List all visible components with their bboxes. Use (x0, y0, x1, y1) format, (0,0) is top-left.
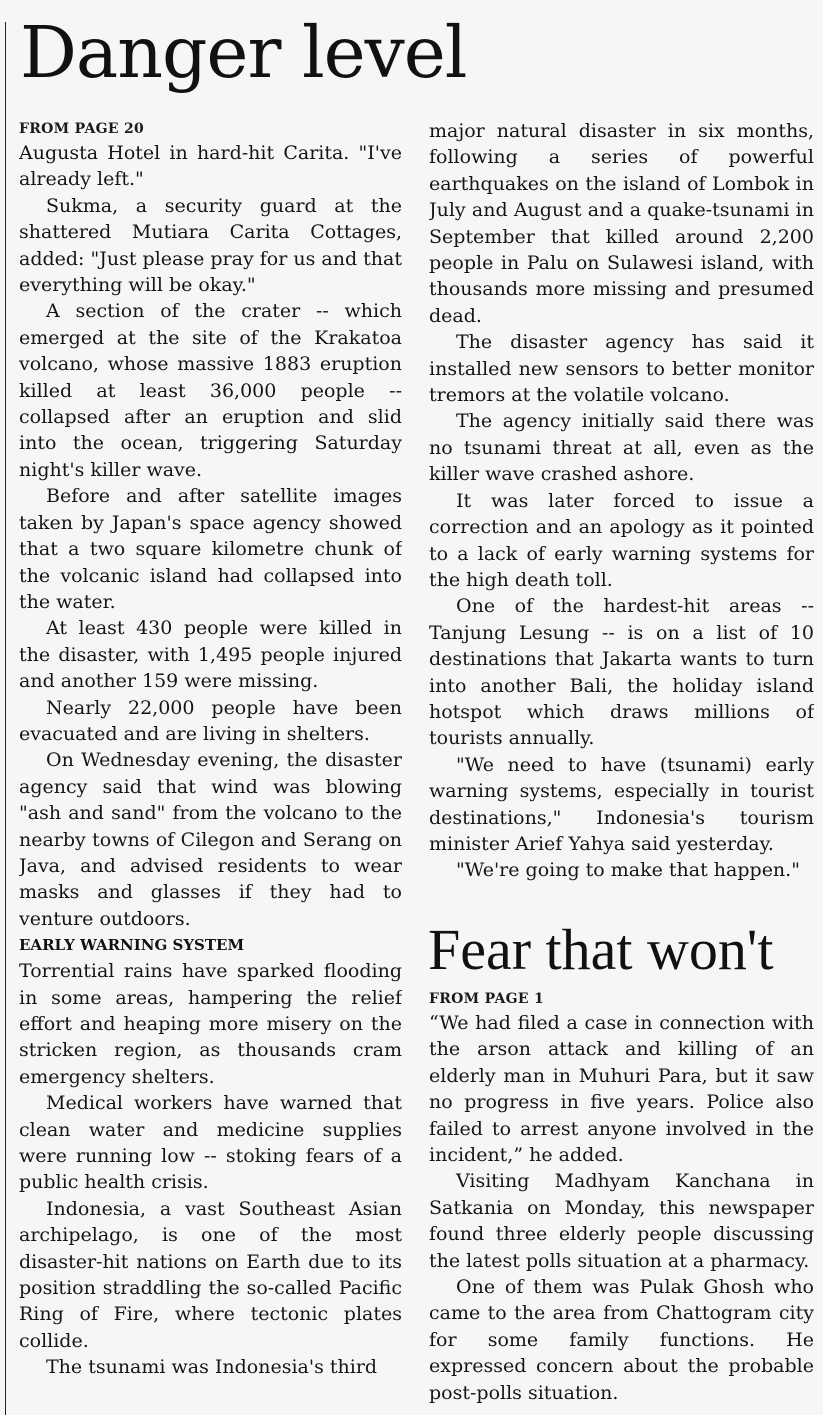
jump-line-from-page-20: FROM PAGE 20 (19, 121, 145, 137)
story1-paragraph: Medical workers have warned that clean water and medicine supplies were running low -- stoking fears of a public health crisis. (19, 1092, 402, 1194)
story2-paragraph: One of them was Pulak Ghosh who came to the area from Chattogram city for some family functions. He expressed concern about the probable post-polls situation. (429, 1276, 814, 1404)
story1-paragraph: A section of the crater -- which emerged at the site of the Krakatoa volcano, whose massive 1883 eruption killed at least 36,000 people -- collapsed after an eruption and slid into the ocean, triggering Saturday night's killer wave. (19, 300, 402, 481)
jump-line-from-page-1: FROM PAGE 1 (429, 991, 545, 1007)
story1-paragraph: The agency initially said there was no tsunami threat at all, even as the killer wave crashed ashore. (429, 410, 814, 486)
story1-column-1 (19, 118, 402, 1415)
story1-paragraph: One of the hardest-hit areas -- Tanjung Lesung -- is on a list of 10 destinations that Jakarta wants to turn into another Bali, the holiday island hotspot which draws millions of tourists annually. (429, 595, 814, 750)
column-rule (5, 22, 6, 1415)
story1-paragraph: The disaster agency has said it installed new sensors to better monitor tremors at the volatile volcano. (429, 331, 814, 407)
story1-paragraph: Before and after satellite images taken by Japan's space agency showed that a two square kilometre chunk of the volcanic island had collapsed into the water. (19, 485, 402, 613)
story1-paragraph: Augusta Hotel in hard-hit Carita. "I've already left." (19, 142, 402, 191)
story-headline-danger-level: Danger level (20, 11, 467, 94)
story1-paragraph: Nearly 22,000 people have been evacuated and are living in shelters. (19, 696, 402, 745)
story-headline-fear-that-wont: Fear that won't (428, 917, 774, 982)
story2-column (429, 988, 814, 1415)
subhead-early-warning-system: EARLY WARNING SYSTEM (19, 936, 245, 955)
story2-paragraph: Visiting Madhyam Kanchana in Satkania on Monday, this newspaper found three elderly people discussing the latest polls situation at a pharmacy. (429, 1170, 814, 1272)
story1-paragraph: The tsunami was Indonesia's third (46, 1356, 378, 1379)
story1-paragraph: On Wednesday evening, the disaster agency said that wind was blowing "ash and sand" from the volcano to the nearby towns of Cilegon and Serang on Java, and advised residents to wear masks and glasses if they had to venture outdoors. (19, 749, 402, 930)
story1-column-2 (429, 118, 814, 908)
story1-paragraph: Indonesia, a vast Southeast Asian archipelago, is one of the most disaster-hit nations on Earth due to its position straddling the so-called Pacific Ring of Fire, where tectonic plates collide. (19, 1197, 402, 1352)
story1-paragraph: "We're going to make that happen." (456, 859, 800, 882)
story1-paragraph: It was later forced to issue a correction and an apology as it pointed to a lack of early warning systems for the high death toll. (429, 489, 814, 591)
story2-paragraph: “We had filed a case in connection with the arson attack and killing of an elderly man in Muhuri Para, but it saw no progress in five years. Police also failed to arrest anyone involved in the incident,” he added. (429, 1012, 814, 1167)
story1-paragraph: Sukma, a security guard at the shattered Mutiara Carita Cottages, added: "Just please pray for us and that everything will be okay." (19, 194, 402, 297)
story1-paragraph: major natural disaster in six months, following a series of powerful earthquakes on the island of Lombok in July and August and a quake-tsunami in September that killed around 2,200 people in Palu on Sulawesi island, with thousands more missing and presumed dead. (429, 120, 814, 327)
story1-paragraph: At least 430 people were killed in the disaster, with 1,495 people injured and another 159 were missing. (19, 617, 402, 693)
story1-paragraph: Torrential rains have sparked flooding in some areas, hampering the relief effort and heaping more misery on the stricken region, as thousands cram emergency shelters. (19, 960, 402, 1088)
story1-paragraph: "We need to have (tsunami) early warning systems, especially in tourist destinations," Indonesia's tourism minister Arief Yahya said yesterday. (429, 753, 814, 855)
